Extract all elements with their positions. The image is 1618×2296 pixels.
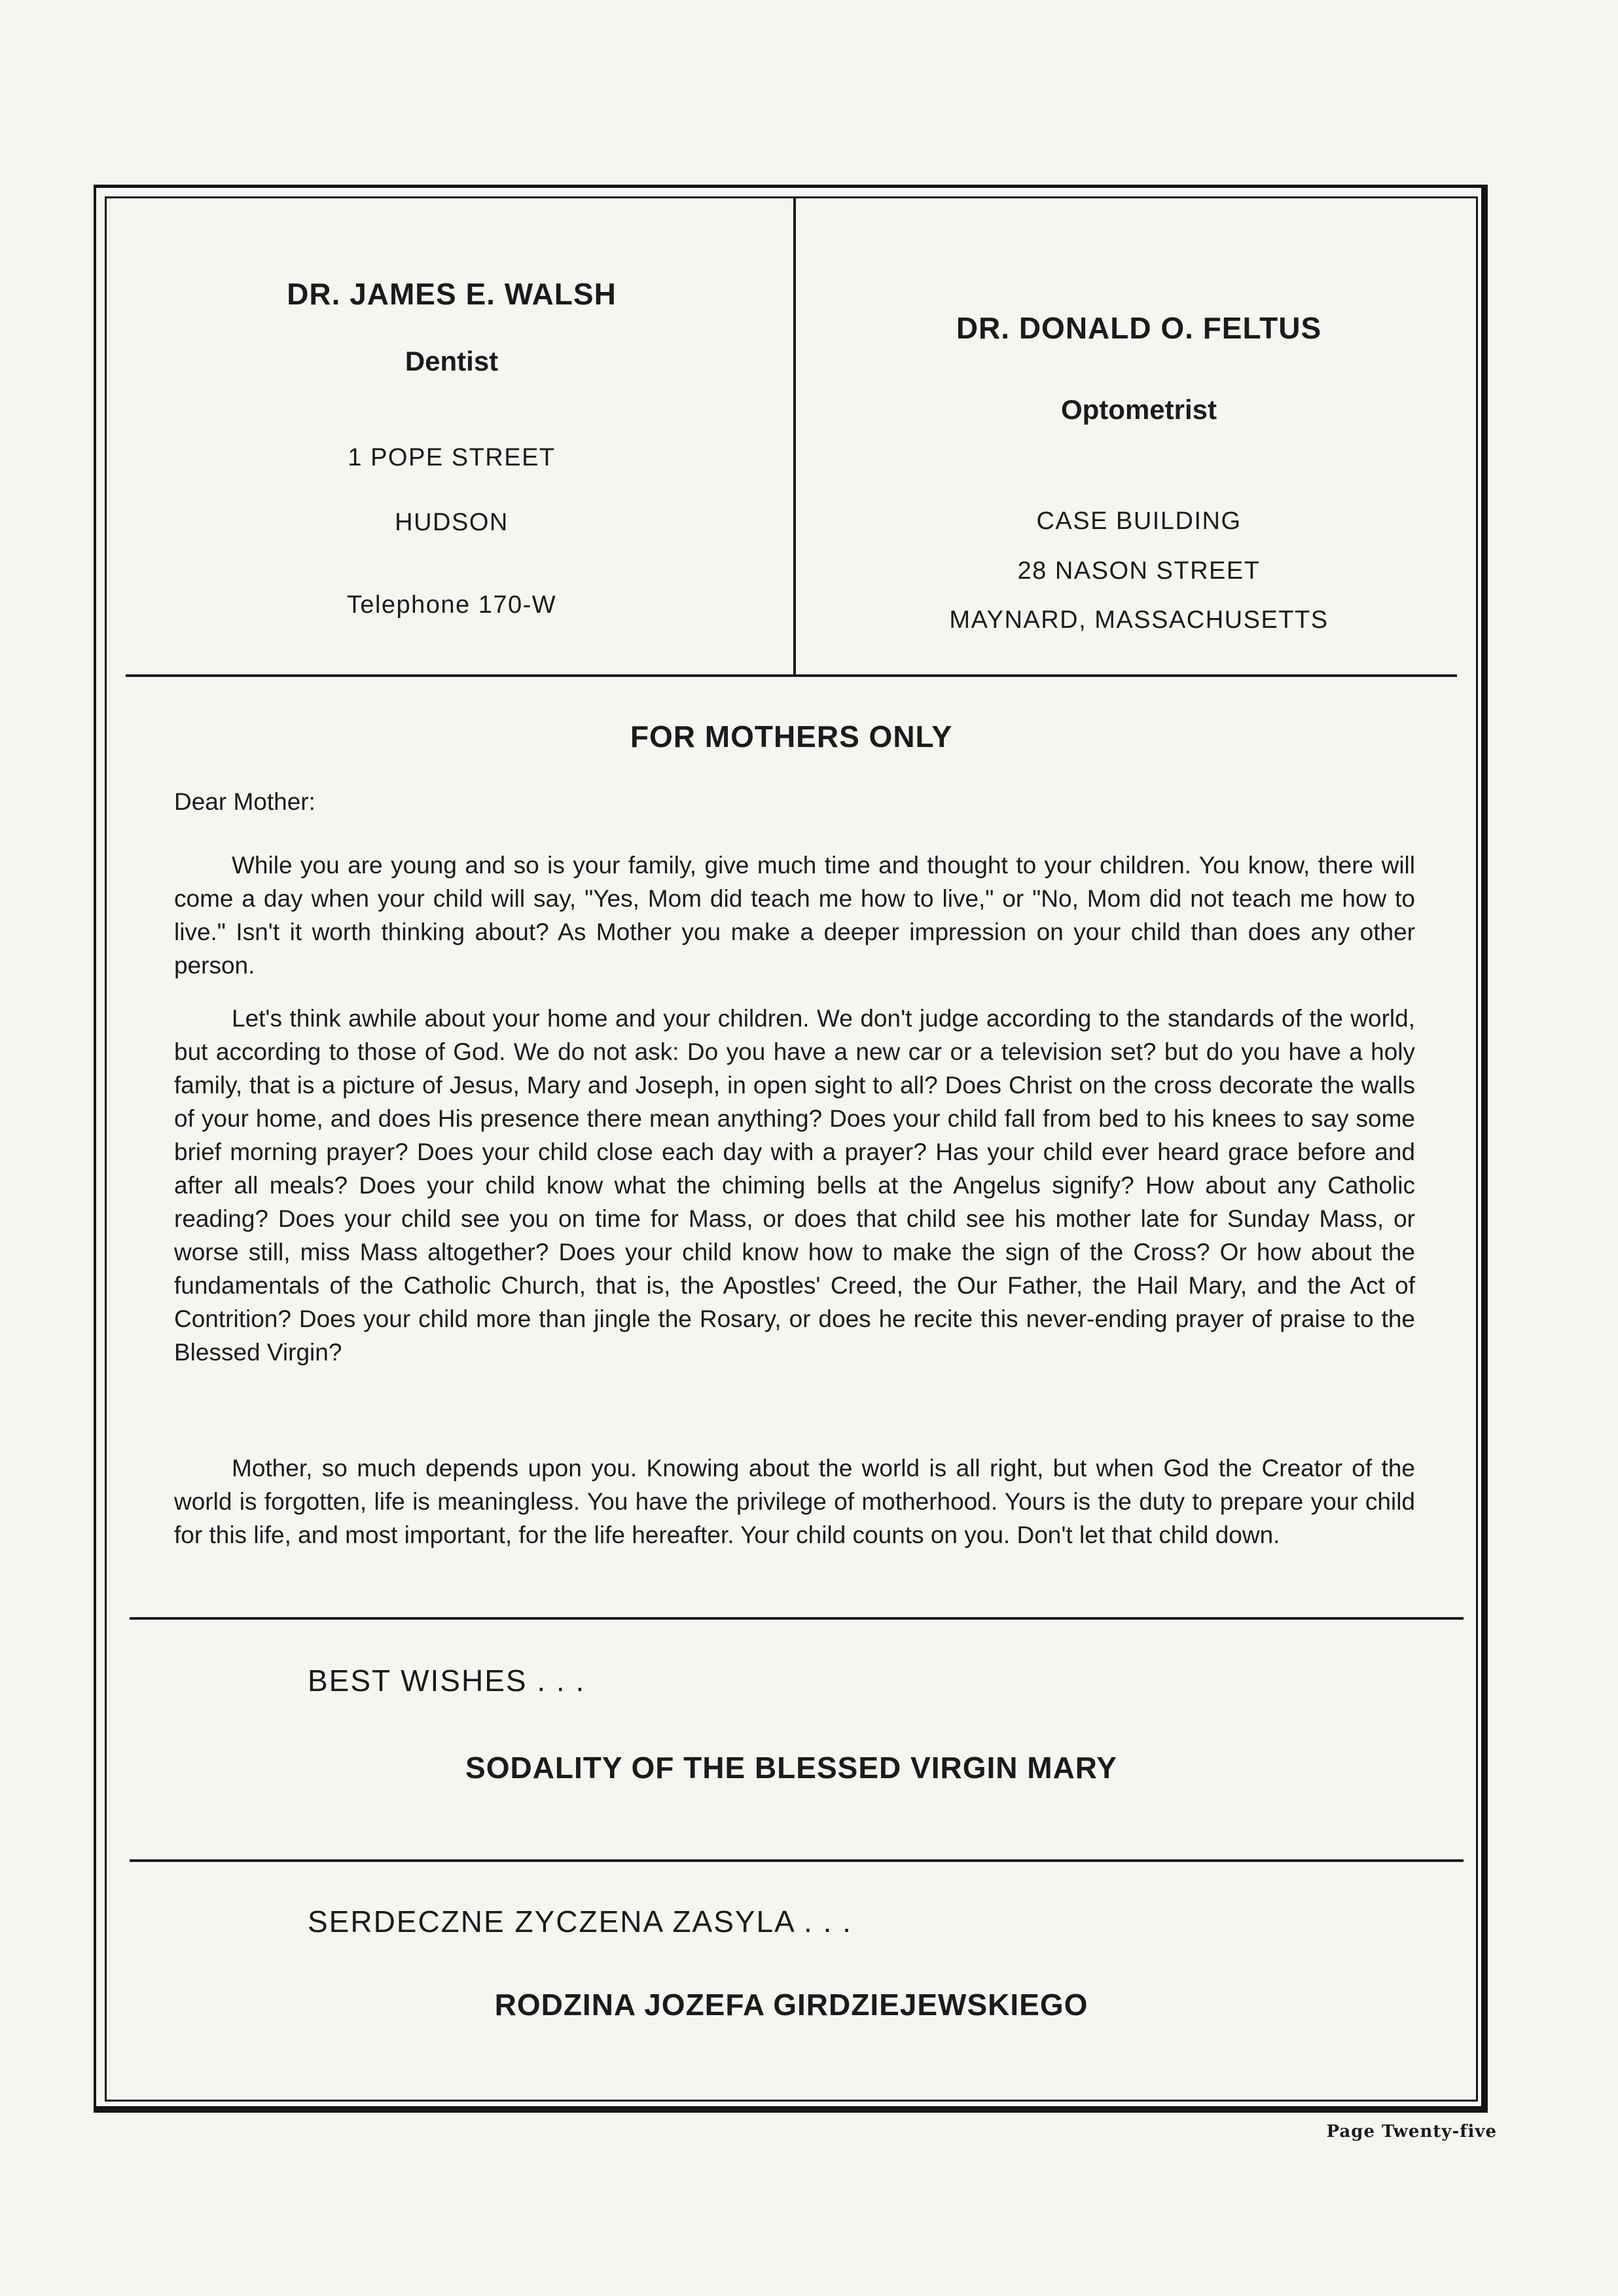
section-divider-greetings: [130, 1859, 1464, 1862]
optometrist-building: CASE BUILDING: [1036, 507, 1242, 535]
section-divider-article: [130, 1617, 1464, 1620]
article-salutation: Dear Mother:: [174, 788, 315, 815]
family-sponsor: RODZINA JOZEFA GIRDZIEJEWSKIEGO: [494, 1988, 1088, 2022]
section-divider-ads: [126, 674, 1457, 677]
ad-column-divider: [793, 198, 796, 676]
best-wishes-text: BEST WISHES . . .: [308, 1664, 586, 1698]
sodality-sponsor: SODALITY OF THE BLESSED VIRGIN MARY: [465, 1751, 1117, 1785]
optometrist-name: DR. DONALD O. FELTUS: [956, 311, 1322, 345]
dentist-street: 1 POPE STREET: [348, 444, 556, 471]
polish-greeting-text: SERDECZNE ZYCZENA ZASYLA . . .: [308, 1904, 852, 1939]
dentist-telephone: Telephone 170-W: [346, 591, 557, 619]
dentist-town: HUDSON: [395, 509, 509, 536]
dentist-name: DR. JAMES E. WALSH: [287, 277, 617, 311]
optometrist-street: 28 NASON STREET: [1017, 557, 1261, 585]
article-paragraph-2: Let's think awhile about your home and your children. We don't judge according to the standards of the world, but according to those of God. We do not ask: Do you have a new car or a television set? but do you have a holy family, that is a picture of Jesus, Mary and Joseph, in open sight to all? Does Christ on the cross decorate the walls of your home, and does His presence there mean anything? Does your child fall from bed to his knees to say some brief morning prayer? Does your child close each day with a prayer? Has your child ever heard grace before and after all meals? Does your child know what the chiming bells at the Angelus signify? How about any Catholic reading? Does your child see you on time for Mass, or does that child see his mother late for Sunday Mass, or worse still, miss Mass altogether? Does your child know how to make the sign of the Cross? Or how about the fundamentals of the Catholic Church, that is, the Apostles' Creed, the Our Father, the Hail Mary, and the Act of Contrition? Does your child more than jingle the Rosary, or does he recite this never-ending prayer of praise to the Blessed Virgin?: [174, 1005, 1415, 1366]
article-title: FOR MOTHERS ONLY: [630, 720, 953, 754]
dentist-profession: Dentist: [404, 346, 499, 376]
optometrist-profession: Optometrist: [1060, 394, 1217, 425]
article-paragraph-3: Mother, so much depends upon you. Knowing about the world is all right, but when God the Creator of the world is forgotten, life is meaningless. You have the privilege of motherhood. Yours is the duty to prepare your child for this life, and most important, for the life hereafter. Your child counts on you. Don't let that child down.: [174, 1455, 1415, 1548]
page-number: Page Twenty-five: [1326, 2122, 1497, 2141]
article-paragraph-1: While you are young and so is your family, give much time and thought to your children. You know, there will come a day when your child will say, "Yes, Mom did teach me how to live," or "No, Mom did not teach me how to live." Isn't it worth thinking about? As Mother you make a deeper impression on your child than does any other person.: [174, 852, 1415, 979]
optometrist-town: MAYNARD, MASSACHUSETTS: [949, 606, 1329, 634]
